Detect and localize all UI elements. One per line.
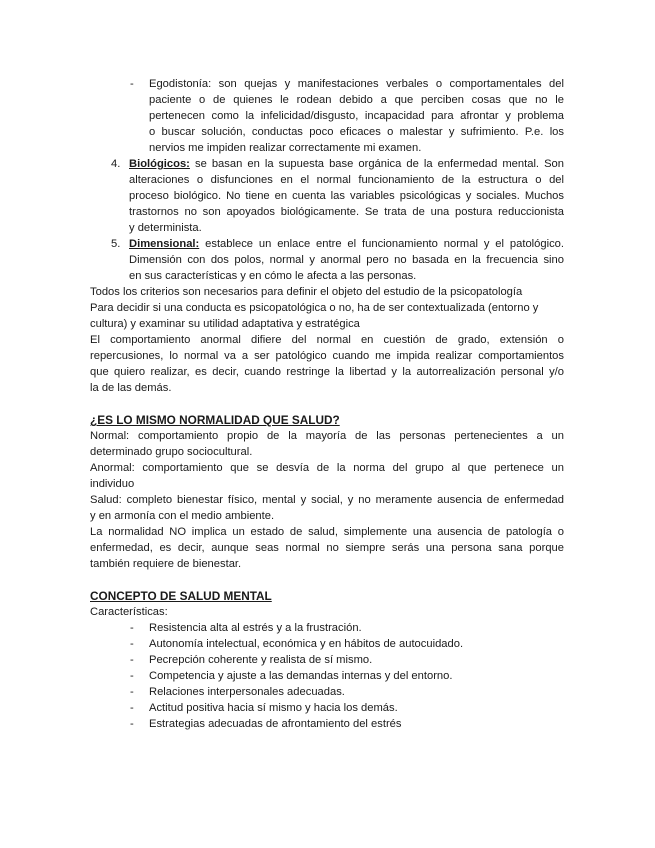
bullet-dash: - bbox=[130, 718, 134, 730]
section-line: y en armonía con el medio ambiente. bbox=[90, 510, 275, 522]
characteristics-intro: Características: bbox=[90, 606, 168, 618]
criterion-biologicos-line: Biológicos: se basan en la supuesta base orgánica de la enfermedad mental. Son bbox=[129, 158, 564, 170]
list-item: Actitud positiva hacia sí mismo y hacia los demás. bbox=[149, 702, 398, 714]
list-item: Competencia y ajuste a las demandas internas y del entorno. bbox=[149, 670, 453, 682]
egodistonia-line: nervios me impiden realizar correctamente mi examen. bbox=[149, 142, 422, 154]
list-item: Autonomía intelectual, económica y en hábitos de autocuidado. bbox=[149, 638, 464, 650]
list-item: Relaciones interpersonales adecuadas. bbox=[149, 686, 345, 698]
paragraph-line: la de las demás. bbox=[90, 382, 172, 394]
bullet-dash: - bbox=[130, 702, 134, 714]
bullet-dash: - bbox=[130, 78, 134, 90]
section-heading-normalidad: ¿ES LO MISMO NORMALIDAD QUE SALUD? bbox=[90, 413, 340, 427]
criterion-line: alteraciones o disfunciones en el normal funcionamiento de la estructura o del bbox=[129, 174, 564, 186]
criterion-line: Dimensión con dos polos, normal y anormal pero no basada en la frecuencia sino bbox=[129, 254, 564, 266]
criterion-line: proceso biológico. No tiene en cuenta las variables psicológicas y sociales. Muchos bbox=[129, 190, 564, 202]
egodistonia-line: Egodistonía: son quejas y manifestaciones verbales o comportamentales del bbox=[149, 78, 564, 90]
paragraph-line: cultura) y examinar su utilidad adaptativa y estratégica bbox=[90, 318, 360, 330]
section-heading-salud-mental: CONCEPTO DE SALUD MENTAL bbox=[90, 589, 272, 603]
bullet-dash: - bbox=[130, 670, 134, 682]
paragraph-line: repercusiones, lo normal va a ser patológico cuando me impida realizar comportamientos bbox=[90, 350, 564, 362]
bullet-dash: - bbox=[130, 686, 134, 698]
term-biologicos: Biológicos: bbox=[129, 158, 190, 170]
section-line: Normal: comportamiento propio de la mayoría de las personas pertenecientes a un bbox=[90, 430, 564, 442]
section-line: La normalidad NO implica un estado de salud, simplemente una ausencia de patología o bbox=[90, 526, 564, 538]
paragraph-line: El comportamiento anormal difiere del normal en cuestión de grado, extensión o bbox=[90, 334, 564, 346]
criterion-line: en sus características y en cómo le afecta a las personas. bbox=[129, 270, 417, 282]
list-number: 4. bbox=[111, 158, 121, 170]
section-line: también requiere de bienestar. bbox=[90, 558, 242, 570]
section-line: individuo bbox=[90, 478, 135, 490]
section-line: Salud: completo bienestar físico, mental y social, y no meramente ausencia de enfermedad bbox=[90, 494, 564, 506]
egodistonia-line: o buscar solución, conductas poco eficaces o malestar y sufrimiento. P.e. los bbox=[149, 126, 564, 138]
section-line: enfermedad, es decir, aunque seas normal no siempre serás una persona sana porque bbox=[90, 542, 564, 554]
section-line: determinado grupo sociocultural. bbox=[90, 446, 253, 458]
list-number: 5. bbox=[111, 238, 121, 250]
paragraph-line: Todos los criterios son necesarios para definir el objeto del estudio de la psicopatología bbox=[90, 286, 523, 298]
section-line: Anormal: comportamiento que se desvía de la norma del grupo al que pertenece un bbox=[90, 462, 564, 474]
bullet-dash: - bbox=[130, 622, 134, 634]
list-item: Pecrepción coherente y realista de sí mismo. bbox=[149, 654, 373, 666]
list-item: Estrategias adecuadas de afrontamiento del estrés bbox=[149, 718, 402, 730]
criterion-line: trastornos no son apoyados biológicamente. Se trata de una postura reduccionista bbox=[129, 206, 564, 218]
bullet-dash: - bbox=[130, 638, 134, 650]
paragraph-line: que quiero realizar, es decir, cuando restringe la libertad y la autorrealización personal y/o bbox=[90, 366, 564, 378]
bullet-dash: - bbox=[130, 654, 134, 666]
egodistonia-line: pertenecen como la infelicidad/disgusto, incapacidad para afrontar y problema bbox=[149, 110, 564, 122]
list-item: Resistencia alta al estrés y a la frustración. bbox=[149, 622, 362, 634]
term-dimensional: Dimensional: bbox=[129, 238, 200, 250]
egodistonia-line: paciente o de quienes le rodean debido a que perciben cosas que no le bbox=[149, 94, 564, 106]
criterion-line: y determinista. bbox=[129, 222, 202, 234]
criterion-dimensional-line: Dimensional: establece un enlace entre el funcionamiento normal y el patológico. bbox=[129, 238, 564, 250]
paragraph-line: Para decidir si una conducta es psicopatológica o no, ha de ser contextualizada (entorno y bbox=[90, 302, 539, 314]
